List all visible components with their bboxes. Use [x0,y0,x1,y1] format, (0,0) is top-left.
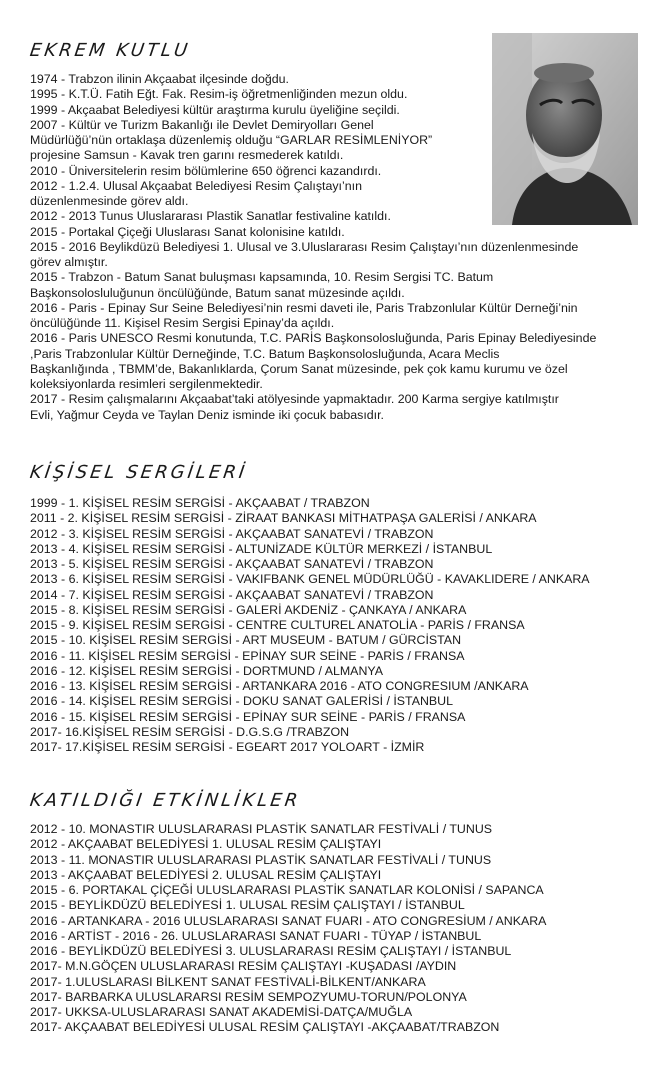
events-heading: KATILDIĞI ETKİNLİKLER [28,790,302,811]
list-item: 2012 - 3. KİŞİSEL RESİM SERGİSİ - AKÇAABAT SANATEVİ / TRABZON [30,526,434,541]
list-item: 2017- BARBARKA ULUSLARARSI RESİM SEMPOZYUMU-TORUN/POLONYA [30,989,467,1004]
list-item: 2011 - 2. KİŞİSEL RESİM SERGİSİ - ZİRAAT BANKASI MİTHATPAŞA GALERİSİ / ANKARA [30,511,537,526]
list-item: 2015 - BEYLİKDÜZÜ BELEDİYESİ 1. ULUSAL RESİM ÇALIŞTAYI / İSTANBUL [30,898,465,913]
bio-line: ,Paris Trabzonlular Kültür Derneğinde, T.C. Batum Başkonsolosluğunda, Acara Meclis [30,346,500,361]
bio-line: düzenlenmesinde görev aldı. [30,194,189,208]
list-item: 2017- M.N.GÖÇEN ULUSLARARASI RESİM ÇALIŞTAYI -KUŞADASI /AYDIN [30,959,457,974]
bio-line: görev almıştır. [30,255,108,269]
list-item: 2012 - 10. MONASTIR ULUSLARARASI PLASTİK SANATLAR FESTİVALİ / TUNUS [30,822,493,836]
bio-line: 2015 - Trabzon - Batum Sanat buluşması kapsamında, 10. Resim Sergisi TC. Batum [30,270,494,285]
list-item: 2013 - 4. KİŞİSEL RESİM SERGİSİ - ALTUNİZADE KÜLTÜR MERKEZİ / İSTANBUL [30,541,493,556]
list-item: 2017- 17.KİŞİSEL RESİM SERGİSİ - EGEART 2017 YOLOART - İZMİR [30,740,425,754]
biography [30,72,645,423]
bio-line: 2012 - 1.2.4. Ulusal Akçaabat Belediyesi Resim Çalıştayı’nın [30,178,362,193]
bio-line: 2016 - Paris UNESCO Resmi konutunda, T.C. PARİS Başkonsolosluğunda, Paris Epinay Belediyesinde [30,331,597,346]
bio-line: 2010 - Üniversitelerin resim bölümlerine 650 öğrenci kazandırdı. [30,163,382,178]
list-item: 2016 - BEYLİKDÜZÜ BELEDİYESİ 3. ULUSLARARASI RESİM ÇALIŞTAYI / İSTANBUL [30,944,512,958]
bio-line: 2007 - Kültür ve Turizm Bakanlığı ile Devlet Demiryolları Genel [30,117,374,132]
bio-line: 1999 - Akçaabat Belediyesi kültür araştırma kurulu üyeliğine seçildi. [30,102,400,117]
bio-line: Müdürlüğü’nün ortaklaşa düzenlemiş olduğu “GARLAR RESİMLENİYOR” [30,133,433,147]
events-list [30,822,650,1036]
list-item: 2016 - 11. KİŞİSEL RESİM SERGİSİ - EPİNAY SUR SEİNE - PARİS / FRANSA [30,648,465,663]
list-item: 2015 - 9. KİŞİSEL RESİM SERGİSİ - CENTRE CULTUREL ANATOLİA - PARİS / FRANSA [30,618,525,632]
bio-line: 2015 - Portakal Çiçeği Uluslarası Sanat kolonisine katıldı. [30,224,345,239]
list-item: 2015 - 6. PORTAKAL ÇİÇEĞİ ULUSLARARASI PLASTİK SANATLAR KOLONİSİ / SAPANCA [30,883,544,897]
list-item: 1999 - 1. KİŞİSEL RESİM SERGİSİ - AKÇAABAT / TRABZON [30,496,370,510]
bio-line: 2017 - Resim çalışmalarını Akçaabat’taki atölyesinde yapmaktadır. 200 Karma sergiye katılmıştır [30,392,559,407]
list-item: 2014 - 7. KİŞİSEL RESİM SERGİSİ - AKÇAABAT SANATEVİ / TRABZON [30,587,434,602]
list-item: 2017- 1.ULUSLARASI BİLKENT SANAT FESTİVALİ-BİLKENT/ANKARA [30,974,426,989]
list-item: 2013 - AKÇAABAT BELEDİYESİ 2. ULUSAL RESİM ÇALIŞTAYI [30,867,382,882]
exhibitions-list [30,496,650,755]
list-item: 2015 - 8. KİŞİSEL RESİM SERGİSİ - GALERİ AKDENİZ - ÇANKAYA / ANKARA [30,602,467,617]
bio-line: 2012 - 2013 Tunus Uluslararası Plastik Sanatlar festivaline katıldı. [30,209,391,224]
list-item: 2013 - 6. KİŞİSEL RESİM SERGİSİ - VAKIFBANK GENEL MÜDÜRLÜĞÜ - KAVAKLIDERE / ANKARA [30,572,590,587]
list-item: 2016 - 14. KİŞİSEL RESİM SERGİSİ - DOKU SANAT GALERİSİ / İSTANBUL [30,694,454,709]
bio-line: 1995 - K.T.Ü. Fatih Eğt. Fak. Resim-iş öğretmenliğinden mezun oldu. [30,87,408,102]
bio-line: projesine Samsun - Kavak tren garını resmederek katıldı. [30,148,344,163]
exhibitions-heading: KİŞİSEL SERGİLERİ [28,462,249,483]
list-item: 2013 - 11. MONASTIR ULUSLARARASI PLASTİK SANATLAR FESTİVALİ / TUNUS [30,852,492,867]
bio-line: öncülüğünde 11. Kişisel Resim Sergisi Epinay’da açıldı. [30,316,335,330]
list-item: 2016 - ARTİST - 2016 - 26. ULUSLARARASI SANAT FUARI - TÜYAP / İSTANBUL [30,928,482,943]
bio-line: 2016 - Paris - Epinay Sur Seine Belediyesi’nin resmi daveti ile, Paris Trabzonlular Kültür Derneği’nin [30,300,578,315]
bio-line: Başkonsolosluluğunun öncülüğünde, Batum sanat müzesinde açıldı. [30,285,405,300]
bio-line: Başkanlığında , TBMM’de, Bakanlıklarda, Çorum Sanat müzesinde, pek çok kamu kurumu ve özel [30,361,568,376]
bio-line: koleksiyonlarda resimleri sergilenmektedir. [30,377,263,391]
list-item: 2016 - 12. KİŞİSEL RESİM SERGİSİ - DORTMUND / ALMANYA [30,663,384,678]
bio-line: 2015 - 2016 Beylikdüzü Belediyesi 1. Ulusal ve 3.Uluslararası Resim Çalıştayı’nın düzenlenmesinde [30,239,579,254]
list-item: 2012 - AKÇAABAT BELEDİYESİ 1. ULUSAL RESİM ÇALIŞTAYI [30,837,382,852]
list-item: 2015 - 10. KİŞİSEL RESİM SERGİSİ - ART MUSEUM - BATUM / GÜRCİSTAN [30,633,462,648]
list-item: 2016 - 13. KİŞİSEL RESİM SERGİSİ - ARTANKARA 2016 - ATO CONGRESIUM /ANKARA [30,679,529,693]
artist-name-heading: EKREM KUTLU [28,40,192,61]
list-item: 2017- AKÇAABAT BELEDİYESİ ULUSAL RESİM ÇALIŞTAYI -AKÇAABAT/TRABZON [30,1020,500,1035]
list-item: 2016 - 15. KİŞİSEL RESİM SERGİSİ - EPİNAY SUR SEİNE - PARİS / FRANSA [30,709,466,724]
list-item: 2016 - ARTANKARA - 2016 ULUSLARARASI SANAT FUARI - ATO CONGRESİUM / ANKARA [30,913,547,928]
bio-line: Evli, Yağmur Ceyda ve Taylan Deniz isminde iki çocuk babasıdır. [30,407,384,422]
list-item: 2017- UKKSA-ULUSLARARASI SANAT AKADEMİSİ-DATÇA/MUĞLA [30,1005,413,1019]
bio-line: 1974 - Trabzon ilinin Akçaabat ilçesinde doğdu. [30,72,289,86]
list-item: 2017- 16.KİŞİSEL RESİM SERGİSİ - D.G.S.G /TRABZON [30,724,350,739]
list-item: 2013 - 5. KİŞİSEL RESİM SERGİSİ - AKÇAABAT SANATEVİ / TRABZON [30,557,434,571]
